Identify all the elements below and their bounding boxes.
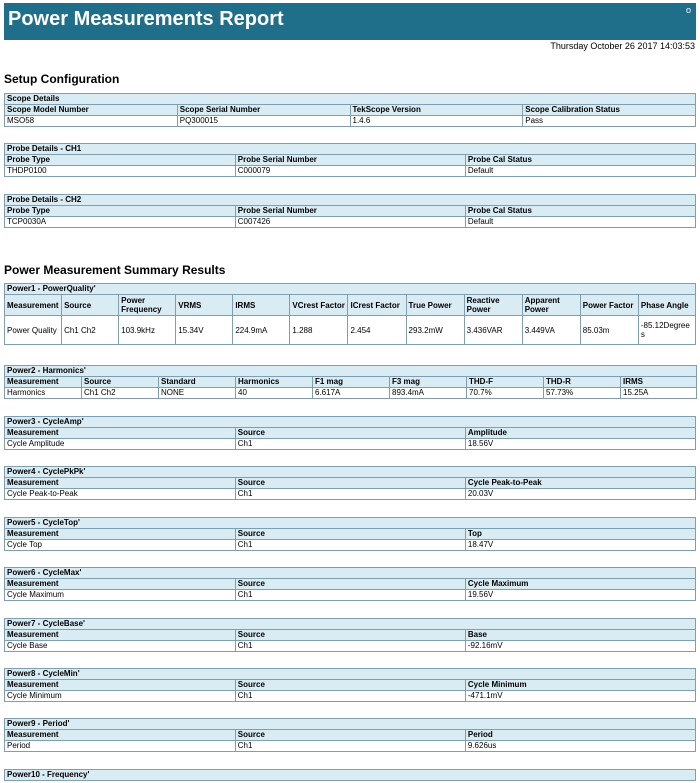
table-cell: PQ300015 [177,116,350,127]
table-cell: 20.03V [465,489,695,500]
column-header: Probe Serial Number [235,155,465,166]
report-timestamp: Thursday October 26 2017 14:03:53 [550,41,695,51]
report-banner [4,3,696,40]
column-header: True Power [406,295,464,316]
column-header: Source [235,478,465,489]
table-cell: C000079 [235,166,465,177]
table-cell: 1.4.6 [350,116,523,127]
column-header: Measurement [5,377,82,388]
column-header: Scope Model Number [5,105,178,116]
table-cell: Cycle Top [5,540,236,551]
column-header: Period [465,730,695,741]
column-header: ICrest Factor [348,295,406,316]
column-header: Probe Cal Status [465,206,695,217]
column-header: TekScope Version [350,105,523,116]
table-cell: 18.56V [465,439,695,450]
table-cell: Ch1 Ch2 [62,316,119,345]
table-cell: Default [465,217,695,228]
harmonics-table [4,365,697,399]
column-header: Probe Type [5,206,236,217]
column-header: Power Factor [580,295,638,316]
column-header: IRMS [621,377,697,388]
column-header: Source [235,630,465,641]
column-header: Standard [159,377,236,388]
cycle-min-table [4,668,696,702]
table-cell: MSO58 [5,116,178,127]
cycle-base-table [4,618,696,652]
table-caption: Probe Details - CH2 [5,195,696,206]
column-header: Measurement [5,680,236,691]
table-cell: Period [5,741,236,752]
table-cell: Ch1 [235,691,465,702]
table-cell: Cycle Peak-to-Peak [5,489,236,500]
column-header: VRMS [176,295,233,316]
column-header: F1 mag [313,377,390,388]
table-cell: Ch1 Ch2 [82,388,159,399]
column-header: Measurement [5,295,62,316]
table-cell: Ch1 [235,439,465,450]
column-header: Apparent Power [522,295,580,316]
table-cell: 85.03m [580,316,638,345]
column-header: Cycle Minimum [465,680,695,691]
period-table [4,718,696,752]
column-header: Scope Calibration Status [523,105,696,116]
table-cell: Cycle Maximum [5,590,236,601]
corner-mark: o [685,5,691,15]
column-header: Top [465,529,695,540]
table-caption: Power8 - CycleMin' [5,669,696,680]
report-title: Power Measurements Report [8,8,284,30]
table-cell: -471.1mV [465,691,695,702]
table-caption: Power1 - PowerQuality' [5,284,696,295]
column-header: Measurement [5,630,236,641]
table-cell: Pass [523,116,696,127]
column-header: Measurement [5,579,236,590]
frequency-table-clip [4,769,696,783]
table-caption: Probe Details - CH1 [5,144,696,155]
cycle-pkpk-table [4,466,696,500]
table-cell: 103.9kHz [119,316,176,345]
probe-ch2-table [4,194,696,228]
column-header: Measurement [5,478,236,489]
table-cell: 2.454 [348,316,406,345]
table-cell: 70.7% [467,388,544,399]
column-header: Cycle Maximum [465,579,695,590]
summary-heading: Power Measurement Summary Results [4,263,226,277]
column-header: Source [82,377,159,388]
column-header: Scope Serial Number [177,105,350,116]
column-header: Amplitude [465,428,695,439]
column-header: Cycle Peak-to-Peak [465,478,695,489]
cycle-top-table [4,517,696,551]
cycle-max-table [4,567,696,601]
table-caption: Power7 - CycleBase' [5,619,696,630]
table-cell: Cycle Base [5,641,236,652]
table-cell: Ch1 [235,540,465,551]
column-header: Source [62,295,119,316]
table-cell: -92.16mV [465,641,695,652]
table-cell: 3.436VAR [464,316,522,345]
column-header: Base [465,630,695,641]
table-cell: Cycle Amplitude [5,439,236,450]
cycle-amp-table [4,416,696,450]
column-header: Phase Angle [638,295,695,316]
column-header: Probe Cal Status [465,155,695,166]
column-header: THD-R [544,377,621,388]
table-cell: 15.34V [176,316,233,345]
column-header: Harmonics [236,377,313,388]
table-caption: Power2 - Harmonics' [5,366,697,377]
probe-ch1-table [4,143,696,177]
table-cell: THDP0100 [5,166,236,177]
table-cell: Harmonics [5,388,82,399]
column-header: Reactive Power [464,295,522,316]
table-cell: 224.9mA [233,316,290,345]
table-cell: 9.626us [465,741,695,752]
table-cell: 6.617A [313,388,390,399]
table-cell: C007426 [235,217,465,228]
column-header: F3 mag [390,377,467,388]
column-header: Measurement [5,428,236,439]
column-header: Source [235,579,465,590]
column-header: Probe Type [5,155,236,166]
table-cell: 893.4mA [390,388,467,399]
table-cell: 19.56V [465,590,695,601]
table-cell: 3.449VA [522,316,580,345]
table-caption: Power4 - CyclePkPk' [5,467,696,478]
table-cell: Ch1 [235,489,465,500]
power-quality-table [4,283,696,345]
table-cell: Ch1 [235,641,465,652]
column-header: Source [235,730,465,741]
column-header: Source [235,680,465,691]
frequency-table [4,769,696,781]
table-cell: Default [465,166,695,177]
column-header: VCrest Factor [290,295,348,316]
table-cell: Ch1 [235,741,465,752]
table-cell: -85.12Degrees [638,316,695,345]
table-cell: TCP0030A [5,217,236,228]
table-caption: Power9 - Period' [5,719,696,730]
table-cell: NONE [159,388,236,399]
table-cell: 293.2mW [406,316,464,345]
scope-details-table [4,93,696,127]
table-cell: 18.47V [465,540,695,551]
table-cell: Power Quality [5,316,62,345]
table-caption: Power5 - CycleTop' [5,518,696,529]
setup-heading: Setup Configuration [4,72,120,86]
table-caption: Power3 - CycleAmp' [5,417,696,428]
table-cell: 40 [236,388,313,399]
column-header: Source [235,529,465,540]
column-header: Source [235,428,465,439]
table-cell: 1.288 [290,316,348,345]
column-header: Probe Serial Number [235,206,465,217]
column-header: Power Frequency [119,295,176,316]
column-header: THD-F [467,377,544,388]
table-cell: 15.25A [621,388,697,399]
table-cell: Ch1 [235,590,465,601]
table-caption: Power10 - Frequency' [5,770,696,781]
column-header: Measurement [5,529,236,540]
table-caption: Power6 - CycleMax' [5,568,696,579]
column-header: Measurement [5,730,236,741]
table-caption: Scope Details [5,94,696,105]
column-header: IRMS [233,295,290,316]
table-cell: Cycle Minimum [5,691,236,702]
table-cell: 57.73% [544,388,621,399]
